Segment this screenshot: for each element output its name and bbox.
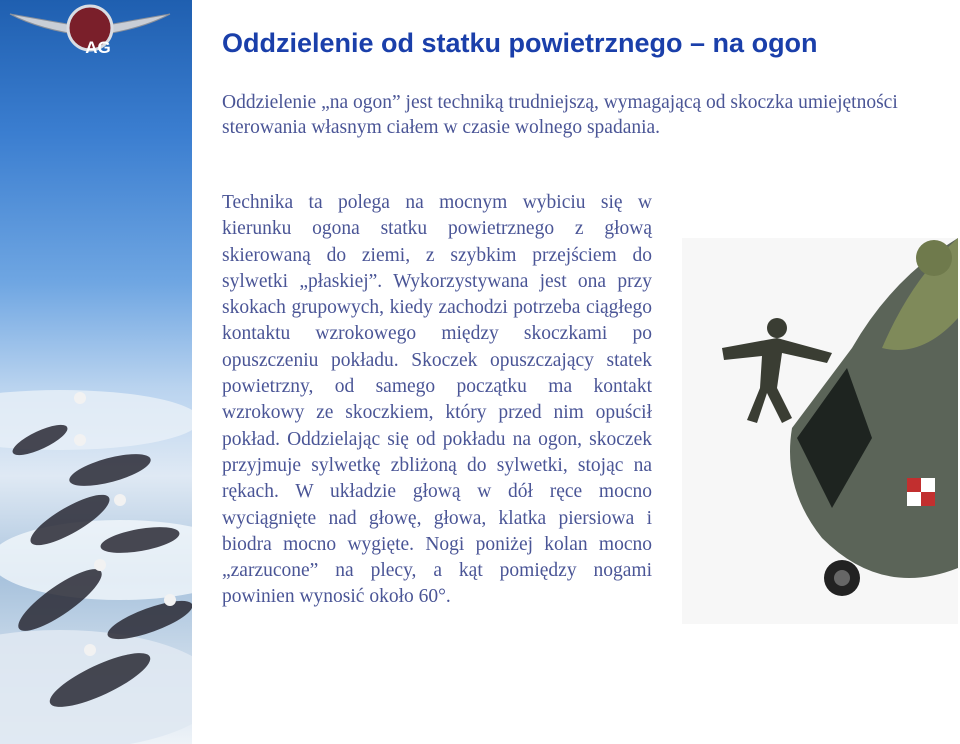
helicopter-illustration xyxy=(682,238,958,624)
page-title: Oddzielenie od statku powietrznego – na ogon xyxy=(222,28,818,58)
skydivers-illustration xyxy=(0,0,192,744)
skydivers-formation-image xyxy=(0,0,192,744)
body-paragraph xyxy=(222,190,652,611)
logo-text: AG xyxy=(85,38,111,57)
intro-paragraph: Oddzielenie „na ogon” jest techniką trudniejszą, wymagającą od skoczka umiejętności sterowania własnym ciałem w czasie wolnego spadania. xyxy=(222,92,898,138)
helicopter-exit-photo xyxy=(682,238,958,624)
body-text: Technika ta polega na mocnym wybiciu się w kierunku ogona statku powietrznego z głową skierowaną do ziemi, z szybkim przejściem do sylwetki „płaskiej”. Wykorzystywana jest ona przy skokach grupowych, kiedy zachodzi potrzeba ciągłego kontaktu wzrokowego między skoczkami po opuszczeniu pokładu. Skoczek opuszczający statek powietrzny, od samego początku ma kontakt wzrokowy ze skoczkiem, który przed nim opuścił pokład. Oddzielając się od pokładu na ogon, skoczek przyjmuje sylwetkę zbliżoną do sylwetki, stojąc na rękach. W układzie głową w dół ręce mocno wyciągnięte nad głowę, głowa, klatka piersiowa i biodra mocno wygięte. Nogi poniżej kolan mocno „zarzucone” na plecy, a kąt pomiędzy nogami powinien wynosić około 60°. xyxy=(222,192,652,608)
